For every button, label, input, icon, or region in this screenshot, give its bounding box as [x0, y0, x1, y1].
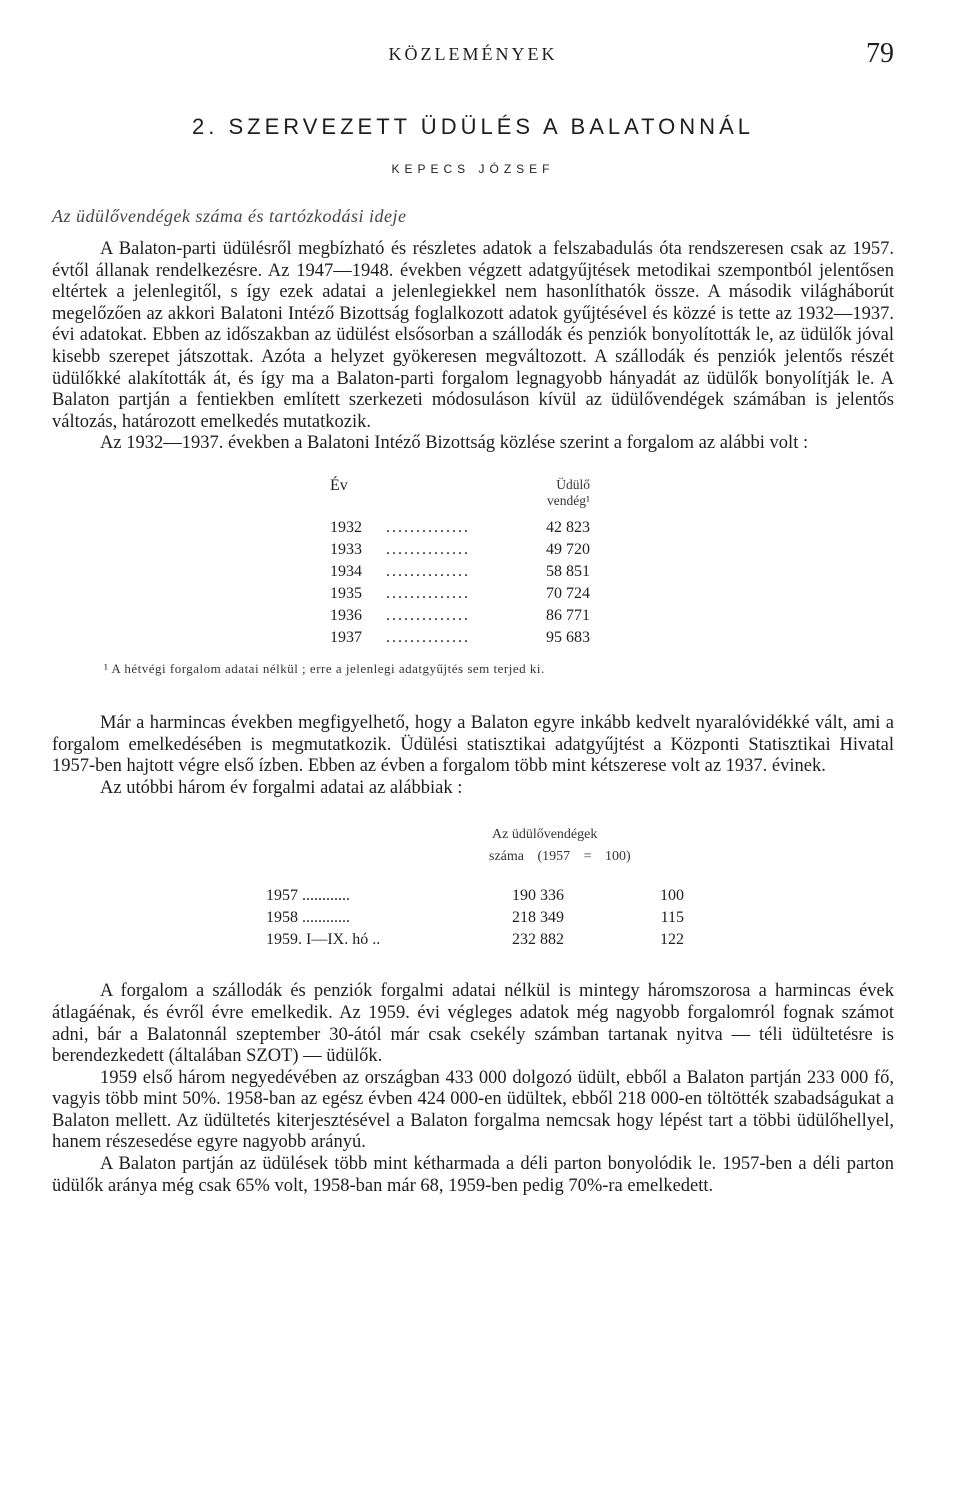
paragraph-4: Az utóbbi három év forgalmi adatai az alábbiak :	[100, 777, 463, 798]
row-count: 218 349	[512, 909, 564, 927]
row-count: 232 882	[512, 931, 564, 949]
paragraph-1: A Balaton-parti üdülésről megbízható és részletes adatok a felszabadulás óta rendszeresen csak az 1957. évtől állanak rendelkezésre. Az 1947—1948. években végzett adatgyűjtések metodikai szempontból jelentősen eltértek a jelenlegitől, s így ezek adatai a jelenlegiekkel nem hasonlíthatók össze. A második világháborút megelőzően az akkori Balatoni Intéző Bizottság foglalkozott adatok gyűjtésével és közzé is tette az 1932—1937. évi adatokat. Ebben az időszakban az üdülést elsősorban a szállodák és penziók bonyolították le, az üdülők jóval kisebb szerepet játszottak. Azóta a helyzet gyökeresen megváltozott. A szállodák és penziók jelentős részét üdülőkké alakították át, és így ma a Balaton-parti forgalom legnagyobb hányadát az üdülők bonyolítják le. A Balaton partján a fentiekben említett szerkezeti módosuláson kívül az üdülővendégek számában is jelentős változás, határozott emelkedés mutatkozik.	[52, 239, 894, 432]
row-value: 95 683	[546, 628, 590, 646]
table-row	[330, 561, 590, 583]
table-row	[330, 627, 590, 649]
table2-header-line1: Az üdülővendégek	[492, 827, 598, 843]
table-row	[330, 583, 590, 605]
page	[52, 38, 894, 1197]
row-value: 42 823	[546, 518, 590, 536]
row-value: 70 724	[546, 584, 590, 602]
table2-header-index: (1957 = 100)	[537, 849, 631, 865]
table-row	[330, 517, 590, 539]
column-header-guests: Üdülő vendég¹	[546, 476, 590, 508]
row-count: 190 336	[512, 887, 564, 905]
article-author: KEPECS JÓZSEF	[391, 162, 555, 176]
paragraph-7: A Balaton partján az üdülések több mint kétharmada a déli parton bonyolódik le. 1957-ben a déli parton üdülők aránya még csak 65% volt, 1958-ban már 68, 1959-ben pedig 70%-ra emelkedett.	[52, 1154, 894, 1196]
row-label: 1957 ............	[266, 887, 350, 905]
row-label: 1958 ............	[266, 909, 350, 927]
running-title: KÖZLEMÉNYEK	[388, 44, 558, 64]
footnote: ¹ A hétvégi forgalom adatai nélkül ; erre a jelenlegi adatgyűjtés sem terjed ki.	[104, 660, 545, 676]
guests-table-1957-1959	[266, 885, 686, 951]
row-value: 58 851	[546, 562, 590, 580]
row-leader: ..............	[386, 584, 470, 602]
row-index: 122	[660, 931, 684, 949]
row-leader: ..............	[386, 518, 470, 536]
row-index: 115	[660, 909, 684, 927]
section-conclusion	[52, 981, 894, 1197]
table2-header-count: száma	[489, 849, 524, 865]
row-year: 1934	[330, 562, 362, 580]
page-header	[52, 38, 894, 78]
row-year: 1935	[330, 584, 362, 602]
row-year: 1936	[330, 606, 362, 624]
paragraph-5: A forgalom a szállodák és penziók forgalmi adatai nélkül is mintegy háromszorosa a harmincas évek átlagáénak, és évről évre emelkedik. Az 1959. évi végleges adatok még nagyobb forgalomról fognak számot adni, bár a Balatonnál szeptember 30-ától már csak csekély számban tartanak nyitva — téli üdültetésre is berendezkedett (általában SZOT) — üdülők.	[52, 981, 894, 1067]
row-leader: ..............	[386, 606, 470, 624]
row-label: 1959. I—IX. hó ..	[266, 931, 381, 949]
table-row	[266, 907, 686, 929]
article-title: 2. SZERVEZETT ÜDÜLÉS A BALATONNÁL	[192, 114, 754, 139]
paragraph-2: Az 1932—1937. években a Balatoni Intéző Bizottság közlése szerint a forgalom az alábbi volt :	[100, 433, 809, 454]
section-continuation	[52, 713, 894, 799]
table-row	[266, 885, 686, 907]
row-value: 86 771	[546, 606, 590, 624]
table2-header-line2	[489, 849, 894, 865]
guests-table-1932-1937	[330, 477, 590, 649]
row-year: 1937	[330, 628, 362, 646]
table-row	[330, 605, 590, 627]
page-number: 79	[866, 38, 894, 69]
paragraph-3: Már a harmincas években megfigyelhető, hogy a Balaton egyre inkább kedvelt nyaralóvidékké vált, ami a forgalom emelkedésében is megmutatkozik. Üdülési statisztikai adatgyűjtést a Központi Statisztikai Hivatal 1957-ben hajtott végre első ízben. Ebben az évben a forgalom több mint kétszerese volt az 1937. évinek.	[52, 712, 894, 777]
row-leader: ..............	[386, 540, 470, 558]
row-year: 1932	[330, 518, 362, 536]
row-leader: ..............	[386, 562, 470, 580]
section-subheading: Az üdülővendégek száma és tartózkodási ideje	[52, 206, 407, 226]
table-header-row	[330, 477, 590, 517]
row-year: 1933	[330, 540, 362, 558]
column-header-year: Év	[330, 476, 348, 494]
table-row	[330, 539, 590, 561]
row-value: 49 720	[546, 540, 590, 558]
table-row	[266, 929, 686, 951]
row-leader: ..............	[386, 628, 470, 646]
row-index: 100	[660, 887, 684, 905]
paragraph-6: 1959 első három negyedévében az országban 433 000 dolgozó üdült, ebből a Balaton partján 233 000 fő, vagyis több mint 50%. 1958-ban az egész évben 424 000-en üdültek, ebből 218 000-en töltötték szabadságukat a Balaton mellett. Az üdültetés kiterjesztésével a Balaton forgalma nemcsak hogy lépést tart a többi üdülőhellyel, hanem részesedése egyre nagyobb arányú.	[52, 1067, 894, 1153]
